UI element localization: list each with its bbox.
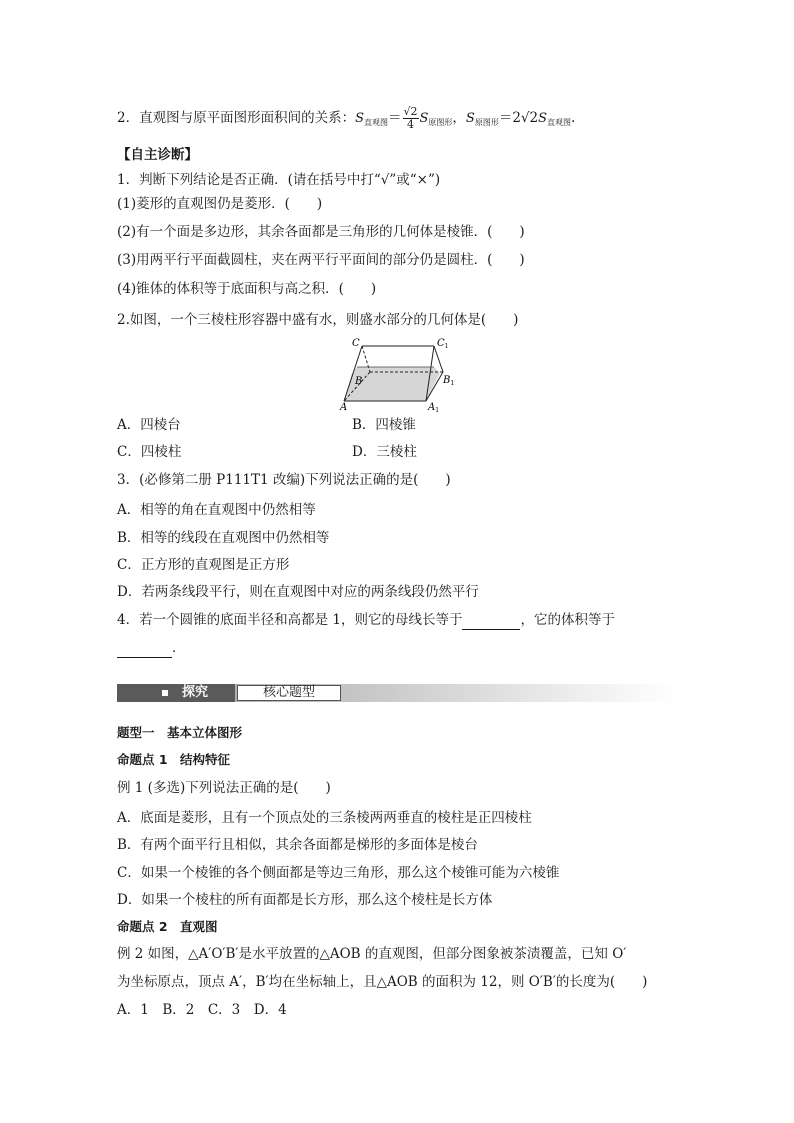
formula-sep: ， [452, 110, 466, 126]
banner-left-label: 探究 [182, 685, 209, 700]
formula-s1: $S_{直观图}$ [355, 111, 388, 127]
formula-eq2: ＝2√2 [498, 110, 539, 126]
label-b1: $B_1$ [443, 375, 455, 387]
example-1-option-c: C．如果一个棱锥的各个侧面都是等边三角形，那么这个棱锥可能为六棱锥 [117, 865, 560, 881]
q3-stem: 3．(必修第二册 P111T1 改编)下列说法正确的是( ) [117, 472, 451, 488]
q4-blank-1 [462, 611, 520, 630]
point-1-title: 命题点 1 结构特征 [117, 752, 231, 767]
q2-option-c: C．四棱柱 [117, 444, 182, 460]
formula-fraction: $\frac{√2}{4}$ [403, 105, 418, 131]
area-relation-formula [117, 106, 575, 132]
point-2-title: 命题点 2 直观图 [117, 919, 218, 934]
q1-item-4: (4)锥体的体积等于底面积与高之积．( ) [117, 281, 377, 297]
q4-line-1 [117, 611, 615, 630]
example-1-option-b: B．有两个面平行且相似，其余各面都是梯形的多面体是棱台 [117, 837, 478, 853]
q1-item-3: (3)用两平行平面截圆柱，夹在两平行平面间的部分仍是圆柱．( ) [117, 252, 525, 268]
q4-text-a: 4．若一个圆锥的底面半径和高都是 1，则它的母线长等于 [117, 612, 463, 628]
label-c: C [352, 338, 360, 349]
q4-line-2 [117, 639, 186, 658]
formula-s4: $S_{直观图}$ [538, 111, 572, 127]
edge-c1b1 [434, 346, 443, 372]
q3-option-d: D．若两条线段平行，则在直观图中对应的两条线段仍然平行 [117, 584, 479, 600]
example-2-options: A．1 B．2 C．3 D．4 [117, 1002, 287, 1018]
q3-option-a: A．相等的角在直观图中仍然相等 [117, 502, 316, 518]
q4-blank-2 [117, 639, 172, 658]
label-a1: $A_1$ [428, 402, 440, 414]
label-c1: $C_1$ [437, 338, 449, 350]
example-2-line-1: 例 2 如图，△A′O′B′是水平放置的△AOB 的直观图，但部分图象被茶渍覆盖，已知 O′ [117, 946, 627, 962]
section-banner [117, 684, 677, 702]
q2-option-b: B．四棱锥 [352, 417, 416, 433]
example-1-option-d: D．如果一个棱柱的所有面都是长方形，那么这个棱柱是长方体 [117, 892, 493, 908]
q2-stem: 2.如图，一个三棱柱形容器中盛有水，则盛水部分的几何体是( ) [117, 312, 519, 328]
formula-end: . [571, 110, 576, 126]
banner-right-box [237, 685, 341, 701]
label-b: B [355, 376, 363, 387]
q3-option-b: B．相等的线段在直观图中仍然相等 [117, 530, 330, 546]
type-title: 题型一 基本立体图形 [117, 725, 243, 740]
prism-figure [330, 334, 460, 414]
formula-s3: $S_{原图形}$ [465, 111, 499, 127]
example-2-line-2: 为坐标原点，顶点 A′，B′均在坐标轴上，且△AOB 的面积为 12，则 O′B′的长度为( ) [117, 974, 648, 990]
q2-option-d: D．三棱柱 [352, 444, 417, 460]
formula-s2: $S_{原图形}$ [419, 111, 453, 127]
example-1-stem: 例 1 (多选)下列说法正确的是( ) [117, 780, 331, 796]
q4-text-b: ，它的体积等于 [520, 612, 615, 628]
label-a: A [340, 402, 348, 413]
q3-option-c: C．正方形的直观图是正方形 [117, 557, 290, 573]
self-diagnosis-title: 【自主诊断】 [117, 147, 198, 163]
q1-item-2: (2)有一个面是多边形，其余各面都是三角形的几何体是棱锥．( ) [117, 224, 525, 240]
formula-prefix: 2．直观图与原平面图形面积间的关系： [117, 110, 356, 126]
banner-dark-block [117, 684, 235, 702]
formula-eq1: ＝ [388, 110, 402, 126]
q4-text-c: ． [172, 640, 186, 656]
example-1-option-a: A．底面是菱形，且有一个顶点处的三条棱两两垂直的棱柱是正四棱柱 [117, 810, 532, 826]
banner-square-icon [162, 690, 168, 696]
q1-stem: 1．判断下列结论是否正确．(请在括号中打“√”或“×”) [117, 172, 441, 188]
q1-item-1: (1)菱形的直观图仍是菱形．( ) [117, 196, 323, 212]
q2-option-a: A．四棱台 [117, 417, 181, 433]
banner-right-label: 核心题型 [262, 685, 315, 700]
